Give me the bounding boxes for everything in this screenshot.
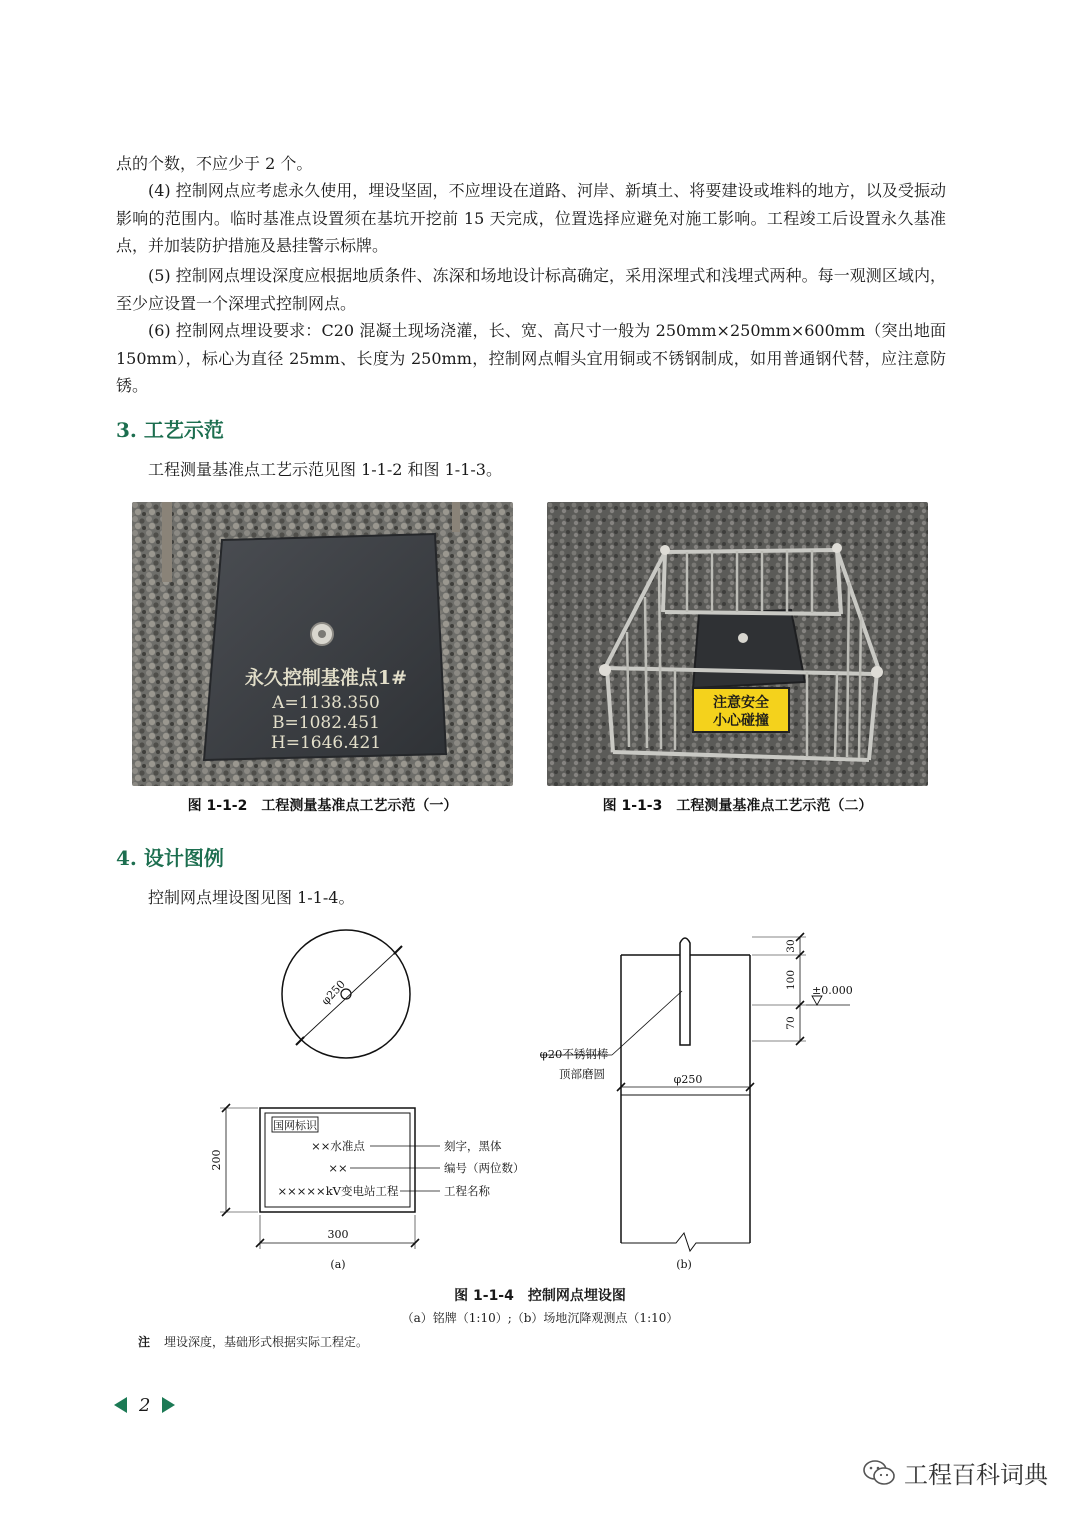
rod-label-top: 顶部磨圆	[559, 1067, 605, 1081]
photo-fenced-benchmark-drawing	[547, 502, 928, 786]
wechat-icon	[862, 1458, 896, 1488]
elevation-zero: ±0.000	[812, 984, 853, 997]
watermark	[862, 1455, 1048, 1490]
figure-subcaption: （a）铭牌（1:10）;（b）场地沉降观测点（1:10）	[401, 1311, 679, 1325]
page-number: 2	[139, 1394, 151, 1416]
photo-1-caption: 图 1-1-2 工程测量基准点工艺示范（一）	[187, 798, 458, 814]
nameplate-line1: ××水准点	[311, 1139, 365, 1153]
prev-arrow-icon[interactable]	[114, 1397, 127, 1413]
section-4-intro: 控制网点埋设图见图 1-1-4。	[148, 888, 355, 907]
note	[138, 1333, 368, 1350]
dimension-height: 200	[210, 1149, 223, 1171]
label-b: (b)	[676, 1258, 692, 1271]
paragraph-continued: 点的个数，不应少于 2 个。	[116, 154, 313, 173]
dimension-width: 300	[327, 1228, 349, 1241]
circle-dimension: φ250	[318, 977, 348, 1008]
next-arrow-icon[interactable]	[162, 1397, 175, 1413]
note-label: 注	[138, 1335, 151, 1349]
dimension-100: 100	[785, 969, 797, 991]
nameplate-line3: ×××××kV变电站工程	[277, 1184, 399, 1198]
warning-sign-line2: 小心碰撞	[713, 713, 769, 729]
column-dimension: φ250	[673, 1073, 703, 1086]
paragraph-6: (6) 控制网点埋设要求：C20 混凝土现场浇灌，长、宽、高尺寸一般为 250mm×250mm×600mm（突出地面 150mm），标心为直径 25mm、长度为 250mm，控制网点帽头宜用铜或不锈钢制成，如用普通钢代替，应注意防锈。	[116, 321, 946, 395]
dimension-30: 30	[785, 939, 797, 953]
watermark-text: 工程百科词典	[904, 1461, 1048, 1489]
page-navigation	[114, 1393, 175, 1417]
plate-coord-b: B=1082.451	[272, 713, 380, 733]
callout-engraving: 刻字，黑体	[444, 1139, 502, 1153]
plate-title-text: 永久控制基准点1#	[244, 667, 408, 689]
photo-benchmark-plate	[132, 502, 513, 786]
photo-benchmark-plate-drawing	[132, 502, 513, 786]
plate-coord-h: H=1646.421	[270, 733, 382, 753]
nameplate-logo-label: 国网标识	[273, 1119, 317, 1132]
callout-number: 编号（两位数）	[444, 1161, 525, 1175]
dimension-70: 70	[785, 1016, 797, 1030]
embedment-drawing	[0, 925, 1080, 1280]
photo-2-caption: 图 1-1-3 工程测量基准点工艺示范（二）	[602, 798, 873, 814]
paragraph-5: (5) 控制网点埋设深度应根据地质条件、冻深和场地设计标高确定，采用深埋式和浅埋式两种。每一观测区域内，至少应设置一个深埋式控制网点。	[116, 266, 946, 313]
section-heading-3: 3. 工艺示范	[116, 418, 224, 442]
nameplate-line2: ××	[328, 1161, 348, 1175]
section-heading-4: 4. 设计图例	[116, 846, 224, 870]
label-a: (a)	[330, 1258, 346, 1271]
photo-fenced-benchmark	[547, 502, 928, 786]
rod-label-material: φ20不锈钢棒	[539, 1047, 609, 1061]
plate-coord-a: A=1138.350	[272, 693, 380, 713]
figure-caption: 图 1-1-4 控制网点埋设图	[454, 1288, 626, 1304]
warning-sign-line1: 注意安全	[713, 695, 769, 711]
paragraph-4: (4) 控制网点应考虑永久使用，埋设坚固，不应埋设在道路、河岸、新填土、将要建设或堆料的地方，以及受振动影响的范围内。临时基准点设置须在基坑开挖前 15 天完成，位置选择应避免对施工影响。工程竣工后设置永久基准点，并加装防护措施及悬挂警示标牌。	[116, 181, 946, 255]
callout-project-name: 工程名称	[444, 1184, 490, 1198]
note-text: 埋设深度，基础形式根据实际工程定。	[164, 1335, 369, 1349]
section-3-intro: 工程测量基准点工艺示范见图 1-1-2 和图 1-1-3。	[148, 460, 502, 479]
